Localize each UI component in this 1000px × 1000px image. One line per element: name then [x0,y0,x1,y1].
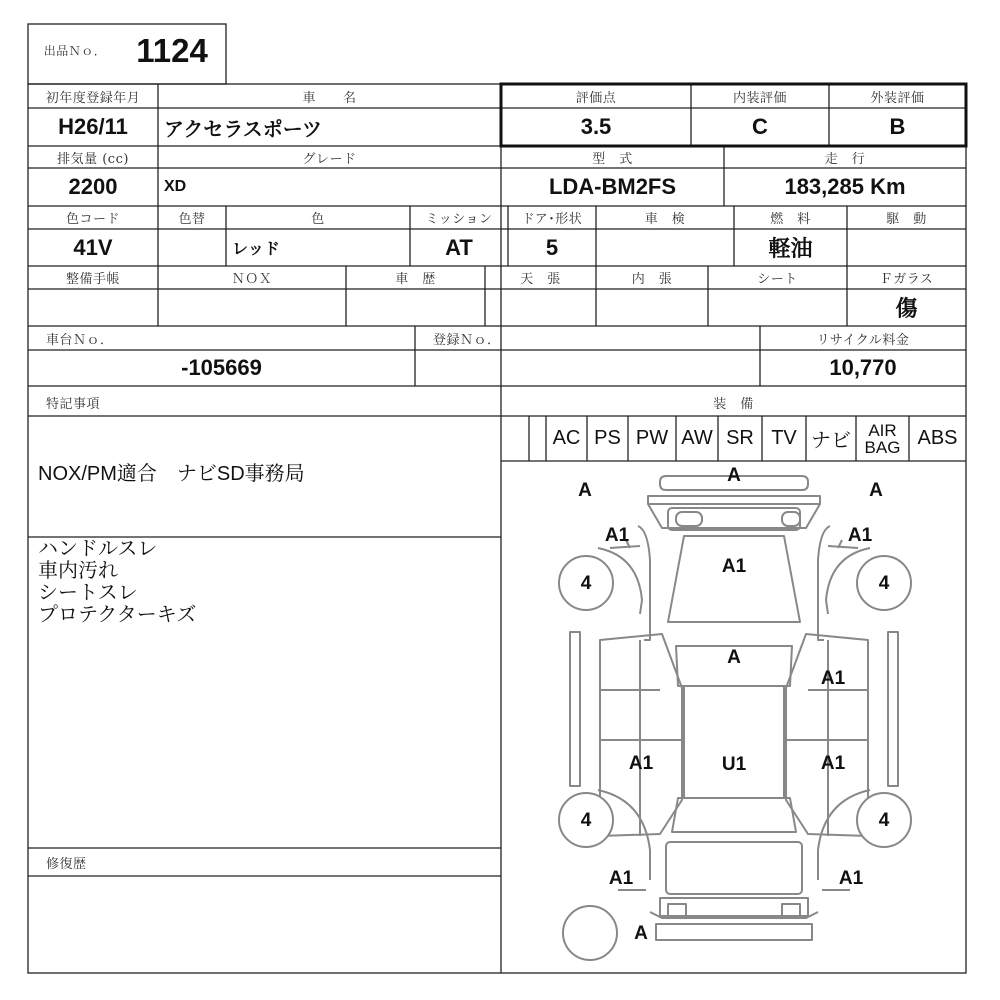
equipment-ps: PS [594,427,621,449]
door-label: ドア･形状 [521,212,583,227]
mileage-value: 183,285 Km [784,174,906,199]
damage-front-left-corner: A [578,480,592,501]
displacement-value: 2200 [68,174,118,199]
model-label: 型 式 [592,151,633,167]
mileage-label: 走 行 [824,151,866,167]
recycle-value: 10,770 [829,355,897,380]
damage-right-front-door: A1 [820,668,846,689]
displacement-label: 排気量 (cc) [57,151,129,167]
recycle-label: リサイクル料金 [816,332,910,348]
damage-right-front-fender: A1 [847,525,873,546]
history-label: 車 歴 [395,272,436,287]
nox-label: ＮＯＸ [231,272,273,287]
score-value: 3.5 [580,114,612,139]
equipment-navi: ナビ [811,430,851,452]
grade-label: グレード [302,151,357,167]
damage-windshield: A [727,647,741,668]
fglass-value: 傷 [895,296,918,321]
damage-left-rear-door: A1 [628,753,654,774]
fglass-label: Ｆガラス [879,272,934,287]
remark-item: 車内汚れ [38,560,118,582]
model-value: LDA-BM2FS [548,174,677,199]
damage-roof: U1 [721,754,747,775]
remark-item: プロテクターキズ [38,604,197,626]
chassis-value: -105669 [181,355,262,380]
equipment-ac: AC [552,427,581,449]
mission-value: AT [445,234,473,260]
color-value: レッド [232,241,280,258]
drive-value [847,229,966,266]
car-name-value: アクセラスポーツ [164,118,322,141]
first-reg-value: H26/11 [58,114,128,139]
remark-item: ハンドルスレ [38,538,158,560]
equipment-airbag [856,416,909,461]
exterior-label: 外装評価 [870,90,925,106]
equipment-sr: SR [726,427,754,449]
color-code-value: 41V [73,234,113,260]
equipment-aw: AW [681,427,713,449]
lot-label: 出品Ｎｏ． [43,43,107,58]
equipment-airbag-line2: BAG [864,437,901,457]
drive-label: 駆 動 [886,212,927,227]
mission-label: ミッション [425,212,493,227]
damage-rear-bumper: A [634,923,648,944]
fuel-value: 軽油 [768,236,813,261]
equipment-pw: PW [635,427,669,449]
damage-right-rear-door: A1 [820,753,846,774]
equipment-label: 装 備 [713,396,754,412]
damage-right-rear-fender: A1 [838,868,864,889]
damage-front-right-corner: A [869,480,883,501]
damage-right-front-tire: 4 [878,573,890,594]
spare-tire-icon [563,906,617,960]
exterior-value: B [889,114,906,139]
damage-left-rear-fender: A1 [608,868,634,889]
chassis-label: 車台Ｎｏ． [46,332,114,348]
inspection-value [596,229,734,266]
color-change-label: 色替 [178,212,206,227]
interior-value: C [752,114,768,139]
manual-label: 整備手帳 [65,272,120,287]
equipment-airbag-line1: AIR [868,420,897,440]
inspection-label: 車 検 [644,212,686,227]
damage-left-rear-tire: 4 [580,810,592,831]
damage-front-bumper: A [727,465,741,486]
fuel-label: 燃 料 [770,212,811,227]
first-reg-label: 初年度登録年月 [45,90,141,106]
color-label: 色 [311,212,325,227]
color-code-label: 色コード [65,212,120,227]
reg-no-label: 登録Ｎｏ． [433,332,501,348]
color-change-value [158,229,226,266]
interior-trim-label: 内 張 [631,272,673,287]
reg-no-value [415,350,760,386]
damage-left-front-tire: 4 [580,573,592,594]
damage-left-front-fender: A1 [604,525,630,546]
interior-label: 内装評価 [732,90,787,106]
door-value: 5 [545,234,559,260]
equipment-abs: ABS [917,427,958,449]
damage-right-rear-tire: 4 [878,810,890,831]
car-name-label: 車 名 [302,90,357,106]
lot-number: 1124 [136,32,208,69]
repair-label: 修復歴 [46,856,87,872]
score-label: 評価点 [575,90,617,106]
roof-label: 天 張 [520,272,561,287]
remarks-list [38,538,498,626]
damage-hood: A1 [721,556,747,577]
notes-label: 特記事項 [46,396,101,412]
remark-item: シートスレ [38,582,138,604]
equipment-tv: TV [771,427,797,449]
notes-text: NOX/PM適合 ナビSD事務局 [38,463,305,485]
grade-value: XD [164,178,187,195]
seat-label: シート [757,272,798,287]
